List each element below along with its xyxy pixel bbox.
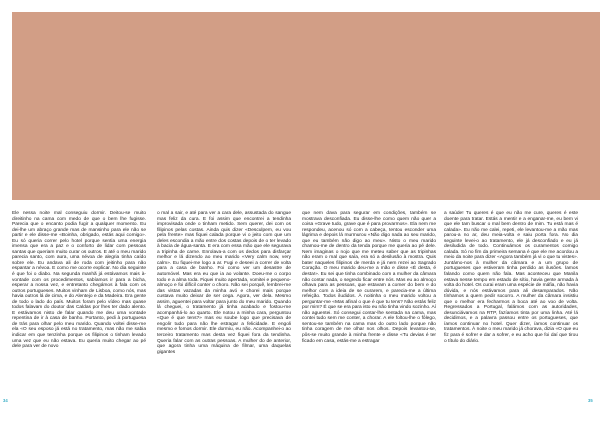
column-paragraph: que nem dava para segurar em condições, também se mostrava desconfiada. Eu disse-lhe como quem não quer a coisa «Grave tudo, grave que é para provarmos». Ela nem me respondeu, acenou só com a cabeça, tentou esconder uma lágrima e depois lá murmurou «Não digo nada ao seu marido, que eu também não digo ao meu». Nisto o meu marido chamou-me de dentro da tenda porque me queria ao pé dele. Nem imaginas o nojo que me meteu saber que as tripinhas não eram o mal que saía, era só a desilusão à mostra. Quis bater naqueles filipinos de merda e já nem rezei ao Sagrado Coração. O meu marido deu-me a mão e disse «É desta, é desta!». Eu sei que tinha combinado com a mulher da câmara não contar nada, o segredo ficar entre nós. Mas eu ao almoço olhava para as pessoas, que estavam a comer do bem e do melhor com a ideia de se curarem, e parecia-me a última refeição. Todos iludidos. À noitinha o meu marido voltou a perguntar-me «Mas afinal o que é que tu tens? Não estás feliz por mim? É que se era para isto eu não tinha vindo sozinho. Aí não aguentei. Só consegui contar-lhe sentada na cama, mas contei tudo sem me conter, a chorar. A ele foltou-lhe o fôlego, sentou-se também na cama mas do outro lado porque não tinha coragem de me olhar nos olhos. Depois levantou-se, pôs-se muito grande à minha frente e disse «Tu devias é ter ficado em casa, estás-me a estragar — [302, 211, 436, 344]
text-column-2 — [157, 211, 291, 355]
text-column-4 — [444, 211, 578, 344]
image-block — [12, 12, 600, 200]
column-paragraph: a saúde! Tu queres é que eu não me cure, queres é este doente para tratar. Estás a mentir e a enganar-me, eu bem vi que ele tam buscar o mal bem dentro de mim. Tu está mas é calada». Eu não me calei, repeti, ele levantou-me a mão mas parou-a no ar, deu meia-volta e saiu porta fora. No dia seguinte levei-o ao tratamento, ele já desconfiado e eu já desiludida de todo. Continuámos os curamentos comigo calada. Só no fim da primeira semana é que ele me acordou a meio da noite para dizer «Agora também já vi o que tu vistes». Juntámo-nos à mulher da câmara e a um grupo de portugueses que estiveram tinha perdido as ilusões. Íamos falando como quem não fala. Mas aconteceu que Manila estava nesse tempo em estado de sítio, havia gente armada à volta do hotel. Os curai eram uma espécie de máfia, não havia dúvida, e nós estávamos para ali desamparados. Não tínhamos a quem pedir socorro. A mulher da câmara insistiu que o melhor era fecharmos a boca até ao voo de volta. Regressados a Portugal, falámos com as autoridades, desunciávamos na RTP, fazíamos tinta por uma linha. Até lá decidimos, e a palavra passou entre os portugueses, que íamos continuar no hotel. Quer dizer, íamos continuar os tratamentos. À noite o meu marido já chorava, dizia «O que eu fiz para é sofrer e dar a sofrer, e eu acho que foi daí que tirou o título do diário. — [444, 211, 578, 344]
page-number-left: 34 — [3, 398, 8, 403]
text-column-3 — [302, 211, 436, 344]
text-columns — [12, 211, 588, 407]
text-column-1 — [12, 211, 146, 350]
page-number-right: 35 — [588, 398, 593, 403]
column-paragraph: o mal a sair, e até para ver a cara dele, assustada do sangue mas feliz da cura. E foi assim que encontrei a tendinha improvisada onde o tinham metido. Sem querer, dei com os filipinos pelas costas. Ainda quis dizer «Desculpem, eu vou pela frente» mas fiquei calada porque vi o jeito com que um deles escondia a mão entre dos costas depois de o ter levado à bacia de água-santa. E era com essa mão que ele segurava a tripinha de carne. Enrolava-a com os dedos para disfarçar melhor e lá dizendo ao meu marido «Very calm now, very calm». Eu fiquei-me logo a ar. Fugi e deseei a correr de volta para a casa de banho. Foi como ver um desastre de automóvel. Mas era eu que ia ao volante. Doeu-me o corpo todo e a alma toda. Fiquei muito apertada, vomitei e pequeno-almoço e foi difícil conter o choro. Não sei porquê, lembrei-me das vistas vazadas da minha avó e chorei mais porque custava muito deixar de ser cega. Agora, ver dela. Mesmo assim, aguentei para voltar para junto do meu marido. Quando lá cheguei, o tratamento já tinha acabado e fostou-me acompanhá-lo ao quarto. Ele notou a minha cara, perguntou «Que é que tens?» mas eu soube logo que precisava de engolir tudo para não lhe estragar a felicidade. E engoli mesmo e fomos dormir. Ele dormiu, eu não. Acompanhei-o ao terceiro tratamento mas desta vez fiquei fora da tendinha. Queria falar com as outras pessoas. A mulher do de anterior, que agora tinha uma máquina de filmar, uma daquelas gigantes — [157, 211, 291, 355]
column-paragraph: Ele nessa noite mal conseguiu dormir. Deitou-se muito direitinho na cama com medo de que o bem lhe fugisse. Parecia que o encanto podia fugir a qualquer momento. Eu dei-lhe um abraço grande mas de mansinho para ele não se partir e ele disse-me «Boinha, obrigado, estás aqui comigo». Eu só queria correr pelo hotel porque sentia uma energia imensa que era a paz e o conforto de lidar com pessoas santas que queriam muito curar os outros. E até o meu marido parecia santo, com aura, uma névoa de alegria tinha caído sobre ele. Eu andava ali de roda com jeitinho para não espantar a névoa. E como me ocorre explicar. No dia seguinte é que foi o diabo. Na segunda manhã já estávamos mais à-vontade com os procedimentos, sabíamos ir para a bicha, esperar a nossa vez, e entretanto chegámos à fala com os outros portugueses. Muitos vinham de Lisboa, como nós, mas havia outros lá de cima, e do Alentejo e da Madeira. Era gente de todo o lado do país. Muitos foram pelo vídeo mas quase todos falavam do doutor das Caldas por lhes ter dado alento. E estávamos nisto de falar quando me deu uma vontade repentina de ir à casa de banho. Portanto, pedi à portuguesa de trás para olhar pelo meu marido. Quando voltei disse-me ela «O seu esposo já está no tratamento, mas não me sabia indicar em que tenzinha porque os filipinos o tinham levado uma vez que eu não estava. Eu queria muito chegar ao pé dele para ver de novo — [12, 211, 146, 350]
